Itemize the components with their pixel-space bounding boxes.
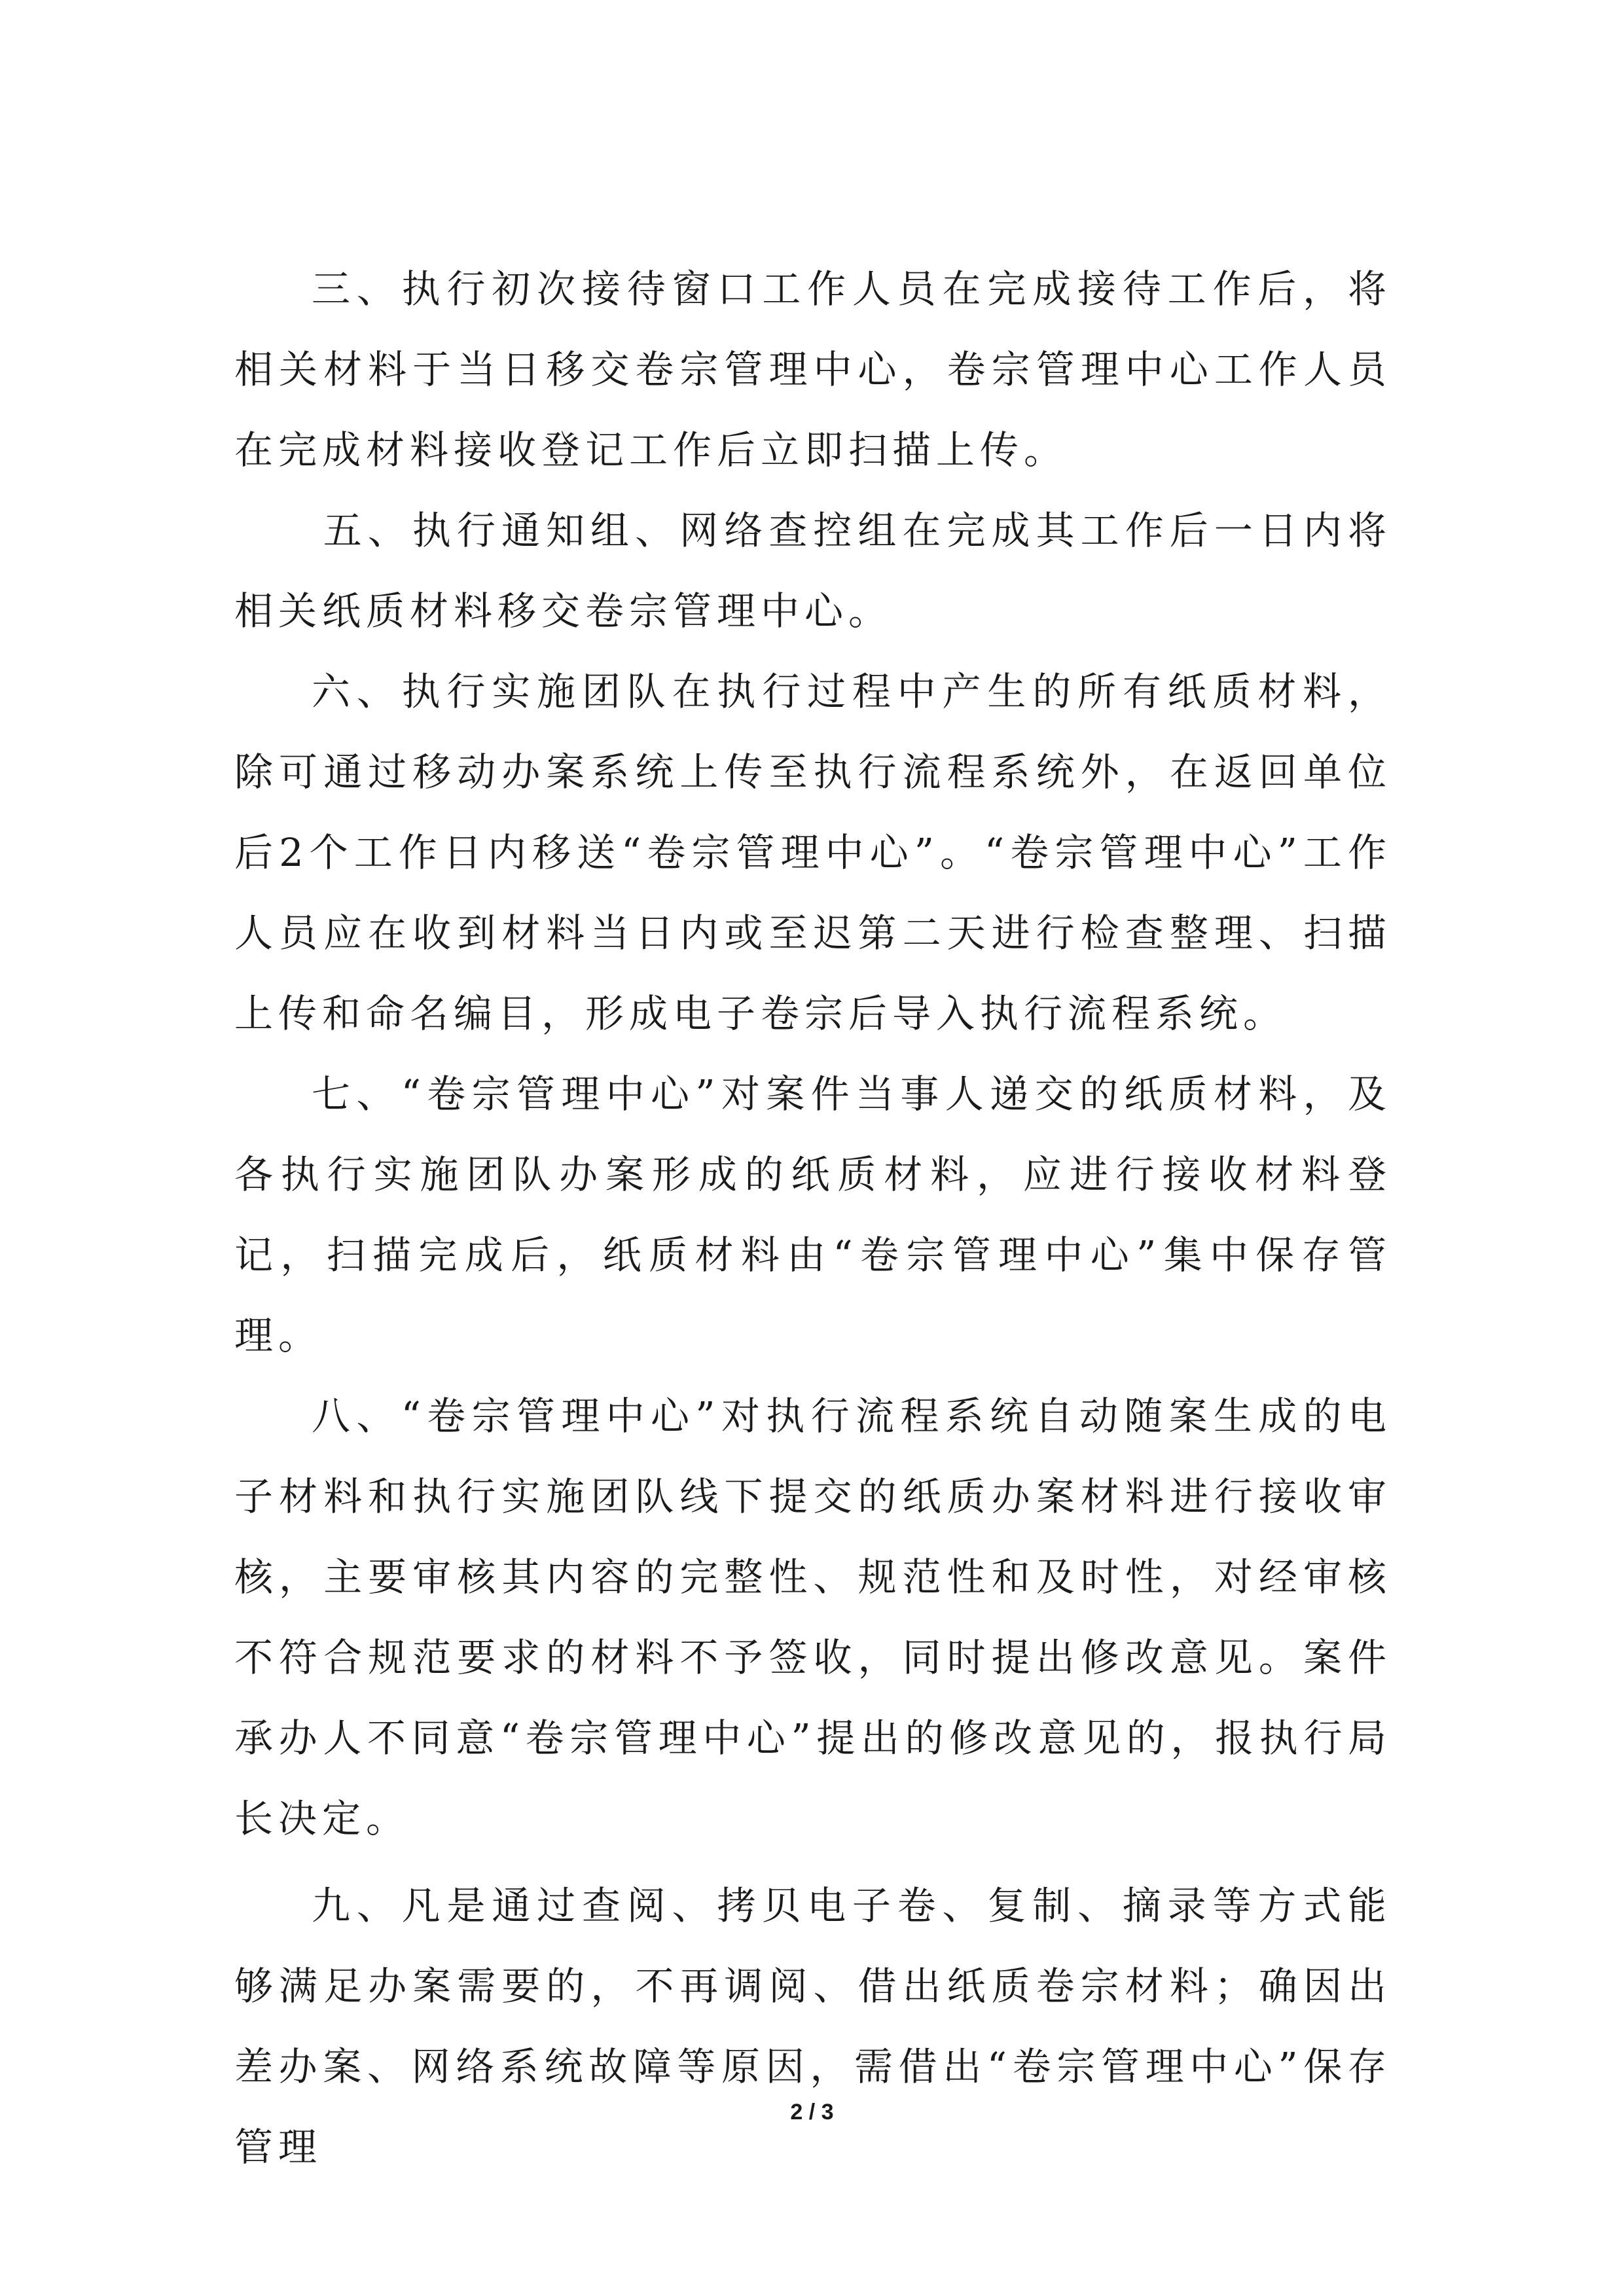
paragraph-9: 九、凡是通过查阅、拷贝电子卷、复制、摘录等方式能够满足办案需要的，不再调阅、借出纸质卷宗材料；确因出差办案、网络系统故障等原因，需借出“卷宗管理中心”保存管理 <box>234 1883 1392 2170</box>
paragraph-8: 八、“卷宗管理中心”对执行流程系统自动随案生成的电子材料和执行实施团队线下提交的纸质办案材料进行接收审核，主要审核其内容的完整性、规范性和及时性，对经审核不符合规范要求的材料不予签收，同时提出修改意见。案件承办人不同意“卷宗管理中心”提出的修改意见的，报执行局长决定。 <box>234 1393 1392 1841</box>
paragraph-3: 三、执行初次接待窗口工作人员在完成接待工作后，将相关材料于当日移交卷宗管理中心，卷宗管理中心工作人员在完成材料接收登记工作后立即扫描上传。 <box>234 266 1392 473</box>
page-number: 2 / 3 <box>790 2100 834 2125</box>
paragraph-5: 五、执行通知组、网络查控组在完成其工作后一日内将相关纸质材料移交卷宗管理中心。 <box>234 508 1392 634</box>
paragraph-7: 七、“卷宗管理中心”对案件当事人递交的纸质材料，及各执行实施团队办案形成的纸质材料，应进行接收材料登记，扫描完成后，纸质材料由“卷宗管理中心”集中保存管理。 <box>234 1071 1392 1358</box>
document-body <box>234 249 1392 2187</box>
paragraph-6: 六、执行实施团队在执行过程中产生的所有纸质材料，除可通过移动办案系统上传至执行流程系统外，在返回单位后2个工作日内移送“卷宗管理中心”。“卷宗管理中心”工作人员应在收到材料当日内或至迟第二天进行检查整理、扫描上传和命名编目，形成电子卷宗后导入执行流程系统。 <box>234 669 1392 1036</box>
